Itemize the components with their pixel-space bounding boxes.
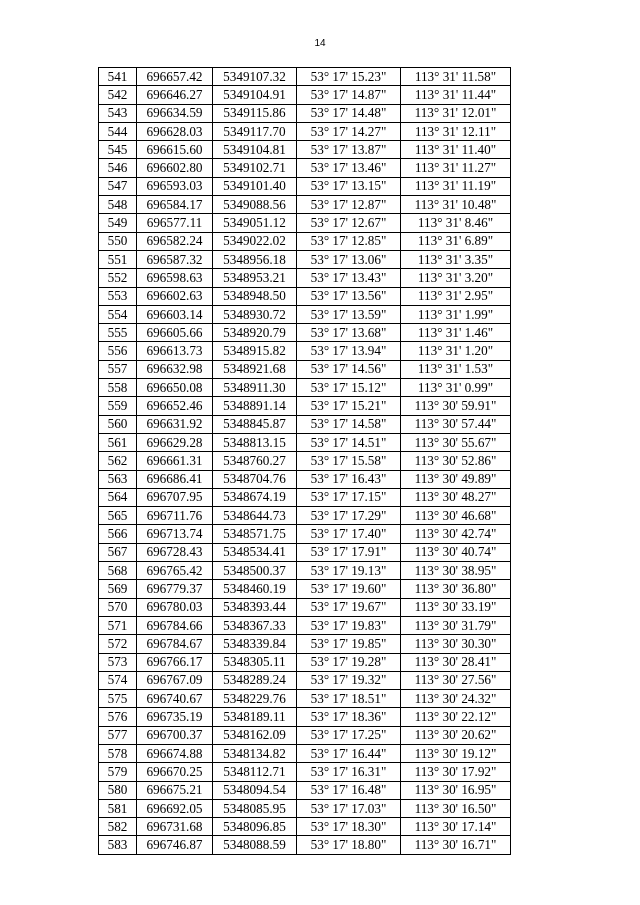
latitude-cell: 53° 17' 12.67" <box>297 214 401 232</box>
latitude-cell: 53° 17' 13.68" <box>297 324 401 342</box>
point-number-cell: 571 <box>99 616 137 634</box>
northing-cell: 5348644.73 <box>213 507 297 525</box>
longitude-cell: 113° 31' 3.35" <box>401 250 511 268</box>
point-number-cell: 567 <box>99 543 137 561</box>
longitude-cell: 113° 30' 19.12" <box>401 744 511 762</box>
table-row <box>99 141 511 159</box>
northing-cell: 5348134.82 <box>213 744 297 762</box>
easting-cell: 696784.67 <box>137 635 213 653</box>
longitude-cell: 113° 30' 16.71" <box>401 836 511 854</box>
easting-cell: 696577.11 <box>137 214 213 232</box>
northing-cell: 5349115.86 <box>213 104 297 122</box>
table-row <box>99 635 511 653</box>
point-number-cell: 559 <box>99 397 137 415</box>
table-row <box>99 342 511 360</box>
point-number-cell: 580 <box>99 781 137 799</box>
easting-cell: 696780.03 <box>137 598 213 616</box>
northing-cell: 5349104.91 <box>213 86 297 104</box>
easting-cell: 696603.14 <box>137 305 213 323</box>
northing-cell: 5349101.40 <box>213 177 297 195</box>
easting-cell: 696661.31 <box>137 452 213 470</box>
table-row <box>99 214 511 232</box>
latitude-cell: 53° 17' 15.58" <box>297 452 401 470</box>
easting-cell: 696746.87 <box>137 836 213 854</box>
easting-cell: 696766.17 <box>137 653 213 671</box>
easting-cell: 696735.19 <box>137 708 213 726</box>
point-number-cell: 549 <box>99 214 137 232</box>
longitude-cell: 113° 31' 10.48" <box>401 196 511 214</box>
point-number-cell: 551 <box>99 250 137 268</box>
table-row <box>99 818 511 836</box>
latitude-cell: 53° 17' 13.46" <box>297 159 401 177</box>
point-number-cell: 548 <box>99 196 137 214</box>
northing-cell: 5348915.82 <box>213 342 297 360</box>
latitude-cell: 53° 17' 19.60" <box>297 580 401 598</box>
longitude-cell: 113° 30' 48.27" <box>401 488 511 506</box>
point-number-cell: 565 <box>99 507 137 525</box>
longitude-cell: 113° 30' 24.32" <box>401 690 511 708</box>
point-number-cell: 547 <box>99 177 137 195</box>
latitude-cell: 53° 17' 17.29" <box>297 507 401 525</box>
easting-cell: 696605.66 <box>137 324 213 342</box>
coordinates-table-body <box>99 68 511 855</box>
northing-cell: 5349102.71 <box>213 159 297 177</box>
point-number-cell: 579 <box>99 763 137 781</box>
point-number-cell: 566 <box>99 525 137 543</box>
table-row <box>99 744 511 762</box>
easting-cell: 696582.24 <box>137 232 213 250</box>
point-number-cell: 557 <box>99 360 137 378</box>
coordinates-table <box>98 67 511 855</box>
longitude-cell: 113° 30' 31.79" <box>401 616 511 634</box>
longitude-cell: 113° 30' 22.12" <box>401 708 511 726</box>
longitude-cell: 113° 31' 8.46" <box>401 214 511 232</box>
point-number-cell: 541 <box>99 68 137 86</box>
table-row <box>99 196 511 214</box>
easting-cell: 696657.42 <box>137 68 213 86</box>
longitude-cell: 113° 30' 33.19" <box>401 598 511 616</box>
latitude-cell: 53° 17' 19.13" <box>297 562 401 580</box>
northing-cell: 5348571.75 <box>213 525 297 543</box>
point-number-cell: 552 <box>99 269 137 287</box>
point-number-cell: 569 <box>99 580 137 598</box>
longitude-cell: 113° 30' 36.80" <box>401 580 511 598</box>
table-row <box>99 781 511 799</box>
northing-cell: 5348911.30 <box>213 379 297 397</box>
latitude-cell: 53° 17' 14.48" <box>297 104 401 122</box>
latitude-cell: 53° 17' 15.21" <box>297 397 401 415</box>
northing-cell: 5348367.33 <box>213 616 297 634</box>
point-number-cell: 574 <box>99 671 137 689</box>
table-row <box>99 799 511 817</box>
easting-cell: 696593.03 <box>137 177 213 195</box>
northing-cell: 5349022.02 <box>213 232 297 250</box>
longitude-cell: 113° 30' 42.74" <box>401 525 511 543</box>
table-row <box>99 836 511 854</box>
longitude-cell: 113° 31' 6.89" <box>401 232 511 250</box>
longitude-cell: 113° 31' 0.99" <box>401 379 511 397</box>
table-row <box>99 269 511 287</box>
table-row <box>99 397 511 415</box>
table-row <box>99 708 511 726</box>
northing-cell: 5348534.41 <box>213 543 297 561</box>
latitude-cell: 53° 17' 17.15" <box>297 488 401 506</box>
northing-cell: 5348096.85 <box>213 818 297 836</box>
latitude-cell: 53° 17' 17.03" <box>297 799 401 817</box>
longitude-cell: 113° 31' 11.40" <box>401 141 511 159</box>
table-row <box>99 616 511 634</box>
latitude-cell: 53° 17' 17.40" <box>297 525 401 543</box>
latitude-cell: 53° 17' 16.48" <box>297 781 401 799</box>
latitude-cell: 53° 17' 13.15" <box>297 177 401 195</box>
latitude-cell: 53° 17' 16.31" <box>297 763 401 781</box>
longitude-cell: 113° 31' 3.20" <box>401 269 511 287</box>
table-row <box>99 671 511 689</box>
longitude-cell: 113° 31' 12.01" <box>401 104 511 122</box>
table-row <box>99 452 511 470</box>
longitude-cell: 113° 30' 46.68" <box>401 507 511 525</box>
easting-cell: 696602.80 <box>137 159 213 177</box>
point-number-cell: 564 <box>99 488 137 506</box>
point-number-cell: 554 <box>99 305 137 323</box>
easting-cell: 696713.74 <box>137 525 213 543</box>
northing-cell: 5348289.24 <box>213 671 297 689</box>
easting-cell: 696615.60 <box>137 141 213 159</box>
table-row <box>99 562 511 580</box>
table-row <box>99 525 511 543</box>
longitude-cell: 113° 31' 2.95" <box>401 287 511 305</box>
northing-cell: 5349051.12 <box>213 214 297 232</box>
point-number-cell: 582 <box>99 818 137 836</box>
easting-cell: 696650.08 <box>137 379 213 397</box>
easting-cell: 696674.88 <box>137 744 213 762</box>
latitude-cell: 53° 17' 15.12" <box>297 379 401 397</box>
point-number-cell: 570 <box>99 598 137 616</box>
point-number-cell: 550 <box>99 232 137 250</box>
table-row <box>99 415 511 433</box>
easting-cell: 696632.98 <box>137 360 213 378</box>
easting-cell: 696652.46 <box>137 397 213 415</box>
easting-cell: 696740.67 <box>137 690 213 708</box>
longitude-cell: 113° 31' 11.19" <box>401 177 511 195</box>
latitude-cell: 53° 17' 14.58" <box>297 415 401 433</box>
latitude-cell: 53° 17' 14.87" <box>297 86 401 104</box>
table-row <box>99 470 511 488</box>
easting-cell: 696587.32 <box>137 250 213 268</box>
longitude-cell: 113° 30' 49.89" <box>401 470 511 488</box>
point-number-cell: 553 <box>99 287 137 305</box>
table-row <box>99 763 511 781</box>
longitude-cell: 113° 30' 55.67" <box>401 433 511 451</box>
easting-cell: 696628.03 <box>137 122 213 140</box>
easting-cell: 696700.37 <box>137 726 213 744</box>
easting-cell: 696686.41 <box>137 470 213 488</box>
latitude-cell: 53° 17' 12.85" <box>297 232 401 250</box>
northing-cell: 5348920.79 <box>213 324 297 342</box>
easting-cell: 696613.73 <box>137 342 213 360</box>
longitude-cell: 113° 30' 28.41" <box>401 653 511 671</box>
longitude-cell: 113° 30' 17.14" <box>401 818 511 836</box>
longitude-cell: 113° 30' 57.44" <box>401 415 511 433</box>
northing-cell: 5348189.11 <box>213 708 297 726</box>
table-row <box>99 543 511 561</box>
northing-cell: 5348339.84 <box>213 635 297 653</box>
point-number-cell: 544 <box>99 122 137 140</box>
point-number-cell: 575 <box>99 690 137 708</box>
easting-cell: 696779.37 <box>137 580 213 598</box>
table-row <box>99 653 511 671</box>
point-number-cell: 545 <box>99 141 137 159</box>
point-number-cell: 543 <box>99 104 137 122</box>
longitude-cell: 113° 30' 40.74" <box>401 543 511 561</box>
latitude-cell: 53° 17' 14.56" <box>297 360 401 378</box>
table-row <box>99 287 511 305</box>
latitude-cell: 53° 17' 17.91" <box>297 543 401 561</box>
easting-cell: 696765.42 <box>137 562 213 580</box>
northing-cell: 5348500.37 <box>213 562 297 580</box>
table-row <box>99 598 511 616</box>
longitude-cell: 113° 31' 11.44" <box>401 86 511 104</box>
longitude-cell: 113° 31' 1.53" <box>401 360 511 378</box>
point-number-cell: 561 <box>99 433 137 451</box>
latitude-cell: 53° 17' 13.94" <box>297 342 401 360</box>
table-row <box>99 433 511 451</box>
northing-cell: 5348162.09 <box>213 726 297 744</box>
point-number-cell: 562 <box>99 452 137 470</box>
easting-cell: 696711.76 <box>137 507 213 525</box>
table-row <box>99 360 511 378</box>
easting-cell: 696784.66 <box>137 616 213 634</box>
easting-cell: 696631.92 <box>137 415 213 433</box>
table-row <box>99 68 511 86</box>
point-number-cell: 583 <box>99 836 137 854</box>
northing-cell: 5348088.59 <box>213 836 297 854</box>
longitude-cell: 113° 30' 52.86" <box>401 452 511 470</box>
latitude-cell: 53° 17' 13.43" <box>297 269 401 287</box>
northing-cell: 5348305.11 <box>213 653 297 671</box>
northing-cell: 5348085.95 <box>213 799 297 817</box>
northing-cell: 5348921.68 <box>213 360 297 378</box>
table-row <box>99 305 511 323</box>
table-row <box>99 86 511 104</box>
northing-cell: 5348948.50 <box>213 287 297 305</box>
latitude-cell: 53° 17' 16.44" <box>297 744 401 762</box>
table-row <box>99 379 511 397</box>
northing-cell: 5348460.19 <box>213 580 297 598</box>
point-number-cell: 560 <box>99 415 137 433</box>
latitude-cell: 53° 17' 19.32" <box>297 671 401 689</box>
latitude-cell: 53° 17' 12.87" <box>297 196 401 214</box>
easting-cell: 696598.63 <box>137 269 213 287</box>
northing-cell: 5348393.44 <box>213 598 297 616</box>
table-row <box>99 580 511 598</box>
point-number-cell: 546 <box>99 159 137 177</box>
point-number-cell: 578 <box>99 744 137 762</box>
easting-cell: 696629.28 <box>137 433 213 451</box>
table-row <box>99 507 511 525</box>
latitude-cell: 53° 17' 13.87" <box>297 141 401 159</box>
longitude-cell: 113° 31' 1.99" <box>401 305 511 323</box>
northing-cell: 5348229.76 <box>213 690 297 708</box>
latitude-cell: 53° 17' 14.51" <box>297 433 401 451</box>
latitude-cell: 53° 17' 15.23" <box>297 68 401 86</box>
point-number-cell: 555 <box>99 324 137 342</box>
easting-cell: 696728.43 <box>137 543 213 561</box>
table-row <box>99 232 511 250</box>
point-number-cell: 572 <box>99 635 137 653</box>
longitude-cell: 113° 31' 12.11" <box>401 122 511 140</box>
northing-cell: 5348813.15 <box>213 433 297 451</box>
point-number-cell: 576 <box>99 708 137 726</box>
table-row <box>99 177 511 195</box>
point-number-cell: 573 <box>99 653 137 671</box>
longitude-cell: 113° 30' 17.92" <box>401 763 511 781</box>
northing-cell: 5348891.14 <box>213 397 297 415</box>
northing-cell: 5348112.71 <box>213 763 297 781</box>
easting-cell: 696602.63 <box>137 287 213 305</box>
northing-cell: 5349088.56 <box>213 196 297 214</box>
latitude-cell: 53° 17' 18.51" <box>297 690 401 708</box>
easting-cell: 696675.21 <box>137 781 213 799</box>
table-row <box>99 690 511 708</box>
northing-cell: 5349107.32 <box>213 68 297 86</box>
longitude-cell: 113° 30' 16.50" <box>401 799 511 817</box>
longitude-cell: 113° 30' 20.62" <box>401 726 511 744</box>
northing-cell: 5349104.81 <box>213 141 297 159</box>
longitude-cell: 113° 31' 1.20" <box>401 342 511 360</box>
latitude-cell: 53° 17' 13.56" <box>297 287 401 305</box>
latitude-cell: 53° 17' 14.27" <box>297 122 401 140</box>
table-row <box>99 324 511 342</box>
longitude-cell: 113° 30' 30.30" <box>401 635 511 653</box>
table-row <box>99 726 511 744</box>
latitude-cell: 53° 17' 19.67" <box>297 598 401 616</box>
easting-cell: 696646.27 <box>137 86 213 104</box>
latitude-cell: 53° 17' 18.36" <box>297 708 401 726</box>
latitude-cell: 53° 17' 19.83" <box>297 616 401 634</box>
northing-cell: 5348760.27 <box>213 452 297 470</box>
point-number-cell: 577 <box>99 726 137 744</box>
latitude-cell: 53° 17' 18.80" <box>297 836 401 854</box>
point-number-cell: 558 <box>99 379 137 397</box>
northing-cell: 5348674.19 <box>213 488 297 506</box>
longitude-cell: 113° 31' 11.27" <box>401 159 511 177</box>
northing-cell: 5348930.72 <box>213 305 297 323</box>
easting-cell: 696731.68 <box>137 818 213 836</box>
longitude-cell: 113° 30' 38.95" <box>401 562 511 580</box>
northing-cell: 5349117.70 <box>213 122 297 140</box>
easting-cell: 696707.95 <box>137 488 213 506</box>
easting-cell: 696767.09 <box>137 671 213 689</box>
table-row <box>99 488 511 506</box>
latitude-cell: 53° 17' 19.85" <box>297 635 401 653</box>
longitude-cell: 113° 30' 27.56" <box>401 671 511 689</box>
longitude-cell: 113° 31' 11.58" <box>401 68 511 86</box>
point-number-cell: 581 <box>99 799 137 817</box>
latitude-cell: 53° 17' 18.30" <box>297 818 401 836</box>
longitude-cell: 113° 30' 16.95" <box>401 781 511 799</box>
easting-cell: 696670.25 <box>137 763 213 781</box>
latitude-cell: 53° 17' 17.25" <box>297 726 401 744</box>
table-row <box>99 250 511 268</box>
table-row <box>99 104 511 122</box>
northing-cell: 5348704.76 <box>213 470 297 488</box>
northing-cell: 5348845.87 <box>213 415 297 433</box>
point-number-cell: 556 <box>99 342 137 360</box>
point-number-cell: 568 <box>99 562 137 580</box>
easting-cell: 696584.17 <box>137 196 213 214</box>
northing-cell: 5348956.18 <box>213 250 297 268</box>
latitude-cell: 53° 17' 19.28" <box>297 653 401 671</box>
point-number-cell: 563 <box>99 470 137 488</box>
northing-cell: 5348094.54 <box>213 781 297 799</box>
easting-cell: 696634.59 <box>137 104 213 122</box>
latitude-cell: 53° 17' 16.43" <box>297 470 401 488</box>
easting-cell: 696692.05 <box>137 799 213 817</box>
northing-cell: 5348953.21 <box>213 269 297 287</box>
page-number: 14 <box>314 38 326 49</box>
latitude-cell: 53° 17' 13.06" <box>297 250 401 268</box>
longitude-cell: 113° 30' 59.91" <box>401 397 511 415</box>
table-row <box>99 122 511 140</box>
longitude-cell: 113° 31' 1.46" <box>401 324 511 342</box>
latitude-cell: 53° 17' 13.59" <box>297 305 401 323</box>
table-row <box>99 159 511 177</box>
point-number-cell: 542 <box>99 86 137 104</box>
